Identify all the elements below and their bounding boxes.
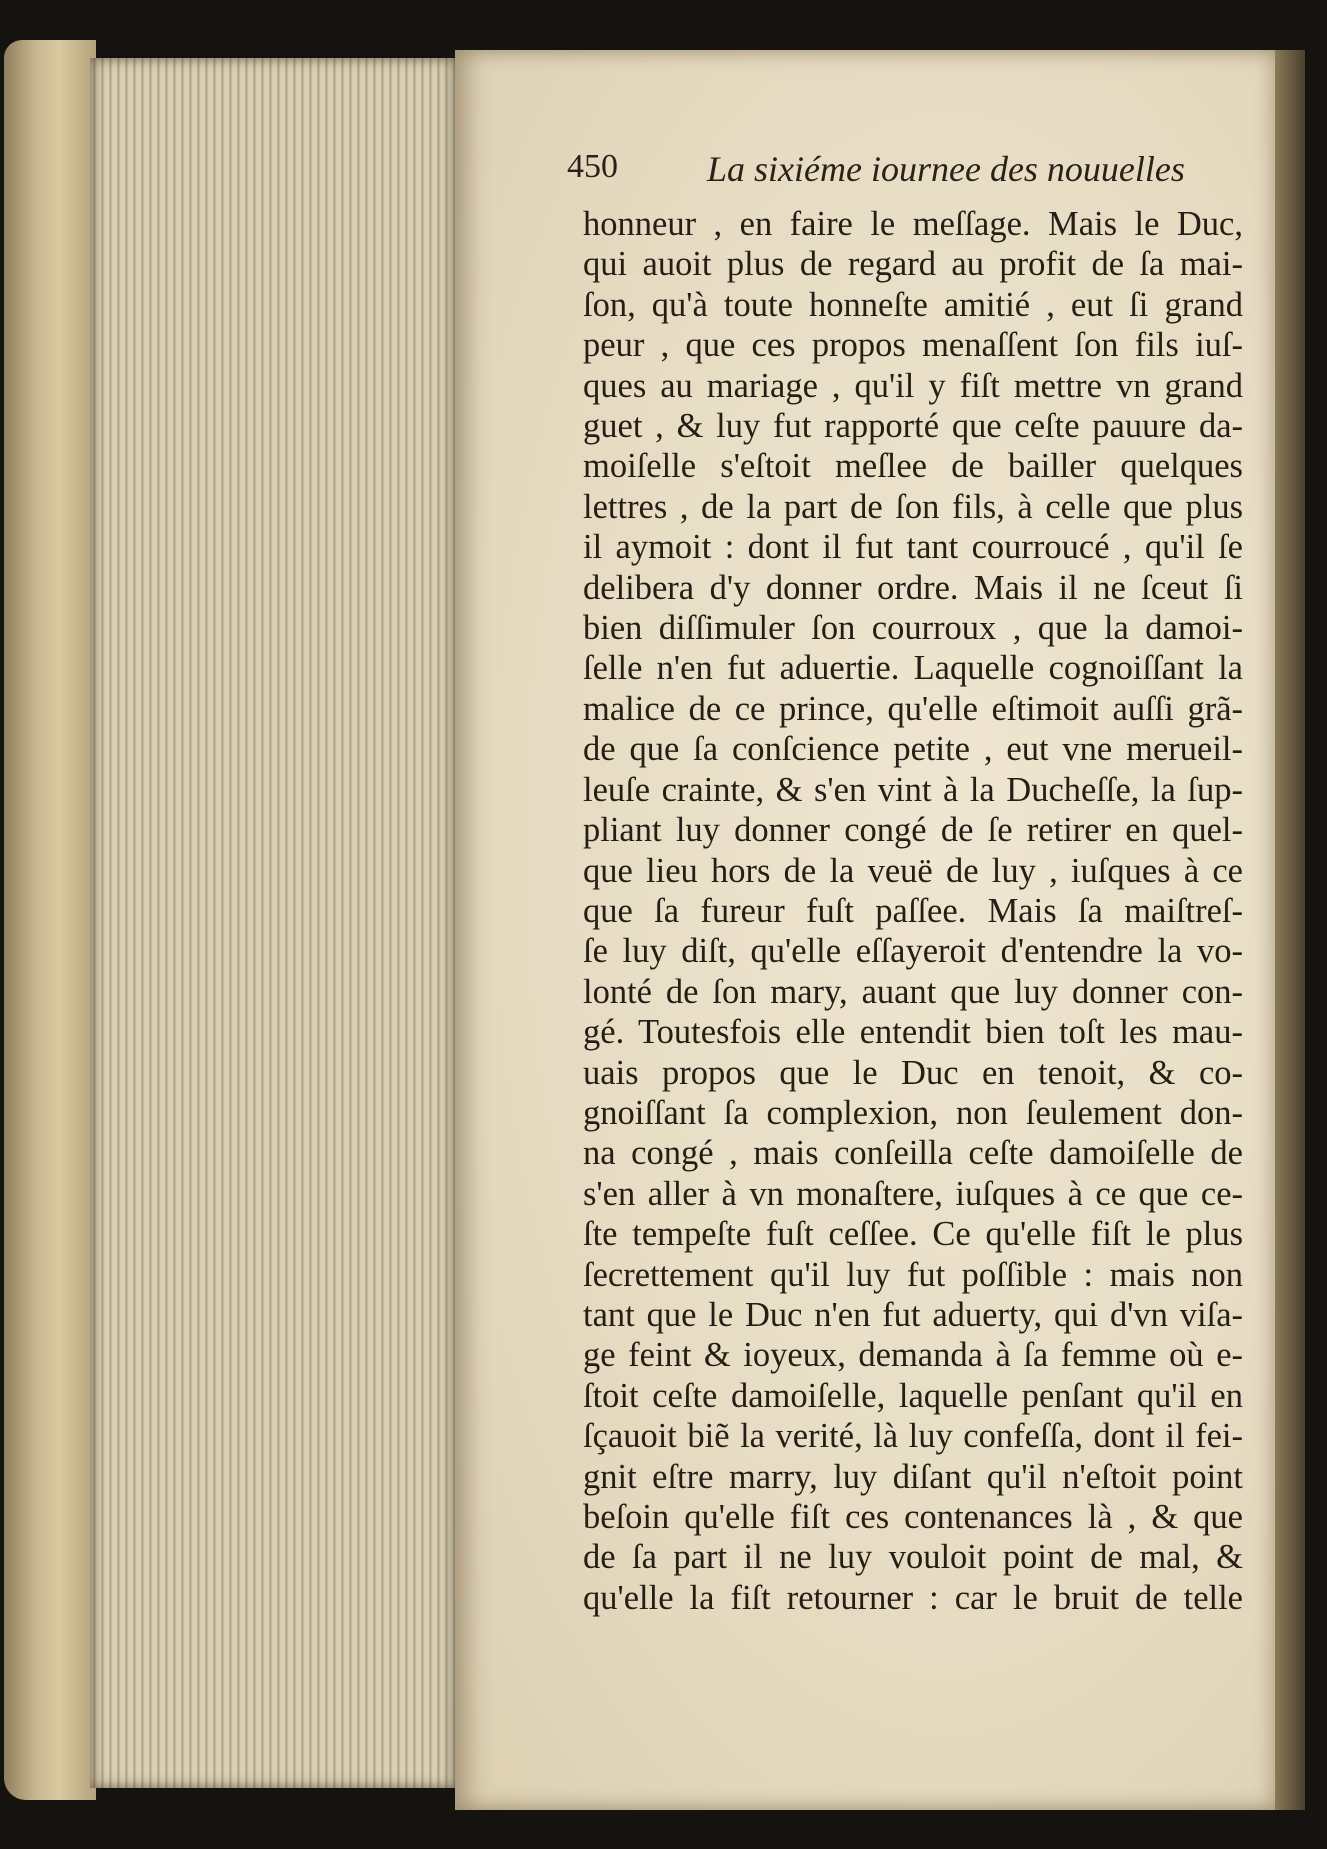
text-line: malice de ce prince, qu'elle eſtimoit auſſi grã- — [583, 689, 1243, 728]
text-line: ſçauoit biẽ la verité, là luy confeſſa, dont il fei- — [583, 1417, 1243, 1456]
running-head — [567, 148, 1227, 198]
text-line: pliant luy donner congé de ſe retirer en quel- — [583, 811, 1243, 850]
text-line: guet , & luy fut rapporté que ceſte pauure da- — [583, 407, 1243, 446]
text-line: moiſelle s'eſtoit meſlee de bailler quelques — [583, 447, 1243, 486]
text-line: delibera d'y donner ordre. Mais il ne ſceut ſi — [583, 568, 1243, 607]
text-line: gé. Toutesfois elle entendit bien toſt les mau- — [583, 1013, 1243, 1052]
text-line: leuſe crainte, & s'en vint à la Ducheſſe, la ſup- — [583, 770, 1243, 809]
text-line: gnoiſſant ſa complexion, non ſeulement don- — [583, 1093, 1243, 1132]
page-edges — [90, 58, 460, 1788]
text-line: ſon, qu'à toute honneſte amitié , eut ſi grand — [583, 285, 1243, 324]
text-line: gnit eſtre marry, luy diſant qu'il n'eſtoit point — [583, 1457, 1243, 1496]
text-line: ſelle n'en fut aduertie. Laquelle cognoiſſant la — [583, 649, 1243, 688]
text-line: lettres , de la part de ſon fils, à celle que plus — [583, 487, 1243, 526]
text-line: ſtoit ceſte damoiſelle, laquelle penſant qu'il en — [583, 1376, 1243, 1415]
text-line: tant que le Duc n'en fut aduerty, qui d'vn viſa- — [583, 1295, 1243, 1334]
text-line: uais propos que le Duc en tenoit, & co- — [583, 1053, 1243, 1092]
text-line: bien diſſimuler ſon courroux , que la damoi- — [583, 609, 1243, 648]
text-line: s'en aller à vn monaſtere, iuſques à ce que ce- — [583, 1174, 1243, 1213]
text-line: de que ſa conſcience petite , eut vne merueil- — [583, 730, 1243, 769]
text-line: ge feint & ioyeux, demanda à ſa femme où e- — [583, 1336, 1243, 1375]
body-text — [583, 204, 1243, 1618]
text-line: ſe luy diſt, qu'elle eſſayeroit d'entendre la vo- — [583, 932, 1243, 971]
text-line: na congé , mais conſeilla ceſte damoiſelle de — [583, 1134, 1243, 1173]
text-line: que ſa fureur fuſt paſſee. Mais ſa maiſtreſ- — [583, 891, 1243, 930]
text-line: qui auoit plus de regard au profit de ſa mai- — [583, 245, 1243, 284]
text-line: de ſa part il ne luy vouloit point de mal, & — [583, 1538, 1243, 1577]
text-line: honneur , en faire le meſſage. Mais le Duc, — [583, 205, 1243, 243]
text-line: ques au mariage , qu'il y fiſt mettre vn grand — [583, 366, 1243, 405]
text-line: ſecrettement qu'il luy fut poſſible : mais non — [583, 1255, 1243, 1294]
text-line: qu'elle la fiſt retourner : car le bruit de telle — [583, 1578, 1243, 1617]
text-line: lonté de ſon mary, auant que luy donner con- — [583, 972, 1243, 1011]
text-line: beſoin qu'elle fiſt ces contenances là , & que — [583, 1498, 1243, 1536]
book-cover-edge — [4, 40, 96, 1800]
text-line: peur , que ces propos menaſſent ſon fils iuſ- — [583, 326, 1243, 365]
page-number: 450 — [567, 148, 618, 185]
text-line: ſte tempeſte fuſt ceſſee. Ce qu'elle fiſt le plus — [583, 1215, 1243, 1254]
running-title: La sixiéme iournee des nouuelles — [707, 149, 1185, 189]
text-line: il aymoit : dont il fut tant courroucé , qu'il ſe — [583, 528, 1243, 567]
right-cover-edge — [1275, 50, 1305, 1810]
text-line: que lieu hors de la veuë de luy , iuſques à ce — [583, 851, 1243, 890]
